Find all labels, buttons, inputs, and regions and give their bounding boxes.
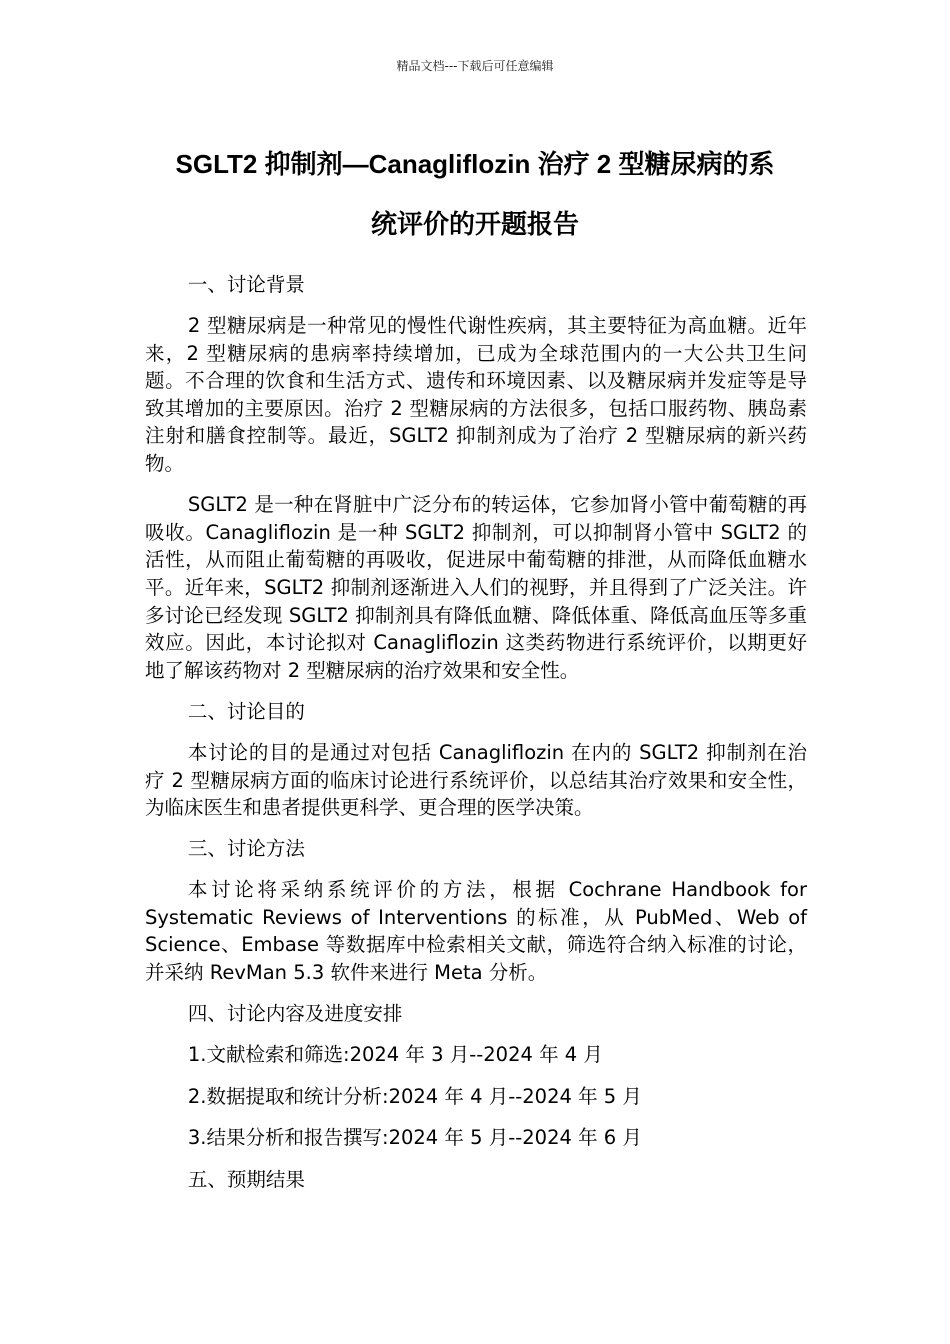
- title-line-2: 统评价的开题报告: [370, 209, 579, 239]
- header-note: 精品文档---下载后可任意编辑: [396, 59, 554, 73]
- title-line-1: SGLT2 抑制剂—Canagliflozin 治疗 2 型糖尿病的系: [175, 149, 775, 179]
- section-heading-expected: 五、预期结果: [187, 1168, 305, 1192]
- document-title: [140, 134, 810, 254]
- background-paragraph-2: SGLT2 是一种在肾脏中广泛分布的转运体，它参加肾小管中葡萄糖的再吸收。Canagliflozin 是一种 SGLT2 抑制剂，可以抑制肾小管中 SGLT2 的活性，从而阻止葡萄糖的再吸收，促进尿中葡萄糖的排泄，从而降低血糖水平。近年来，SGLT2 抑制剂逐渐进入人们的视野，并且得到了广泛关注。许多讨论已经发现 SGLT2 抑制剂具有降低血糖、降低体重、降低高血压等多重效应。因此，本讨论拟对 Canagliflozin 这类药物进行系统评价，以期更好地了解该药物对 2 型糖尿病的治疗效果和安全性。: [145, 493, 807, 682]
- background-paragraph-1: 2 型糖尿病是一种常见的慢性代谢性疾病，其主要特征为高血糖。近年来，2 型糖尿病的患病率持续增加，已成为全球范围内的一大公共卫生问题。不合理的饮食和生活方式、遗传和环境因素、以及糖尿病并发症等是导致其增加的主要原因。治疗 2 型糖尿病的方法很多，包括口服药物、胰岛素注射和膳食控制等。最近，SGLT2 抑制剂成为了治疗 2 型糖尿病的新兴药物。: [145, 314, 807, 476]
- section-heading-method: 三、讨论方法: [187, 837, 305, 861]
- section-heading-background: 一、讨论背景: [187, 273, 305, 296]
- schedule-item: 2.数据提取和统计分析:2024 年 4 月--2024 年 5 月: [187, 1084, 642, 1108]
- schedule-item: 1.文献检索和筛选:2024 年 3 月--2024 年 4 月: [187, 1043, 603, 1067]
- section-heading-schedule: 四、讨论内容及进度安排: [187, 1002, 403, 1026]
- document-body: [145, 271, 807, 1207]
- purpose-paragraph: 本讨论的目的是通过对包括 Canagliflozin 在内的 SGLT2 抑制剂在治疗 2 型糖尿病方面的临床讨论进行系统评价，以总结其治疗效果和安全性，为临床医生和患者提供更科学、更合理的医学决策。: [145, 740, 807, 820]
- schedule-item: 3.结果分析和报告撰写:2024 年 5 月--2024 年 6 月: [187, 1126, 642, 1150]
- method-paragraph: 本讨论将采纳系统评价的方法，根据 Cochrane Handbook for Systematic Reviews of Interventions 的标准，从 PubMed、Web of Science、Embase 等数据库中检索相关文献，筛选符合纳入标准的讨论，并采纳 RevMan 5.3 软件来进行 Meta 分析。: [145, 878, 807, 985]
- section-heading-purpose: 二、讨论目的: [187, 699, 305, 723]
